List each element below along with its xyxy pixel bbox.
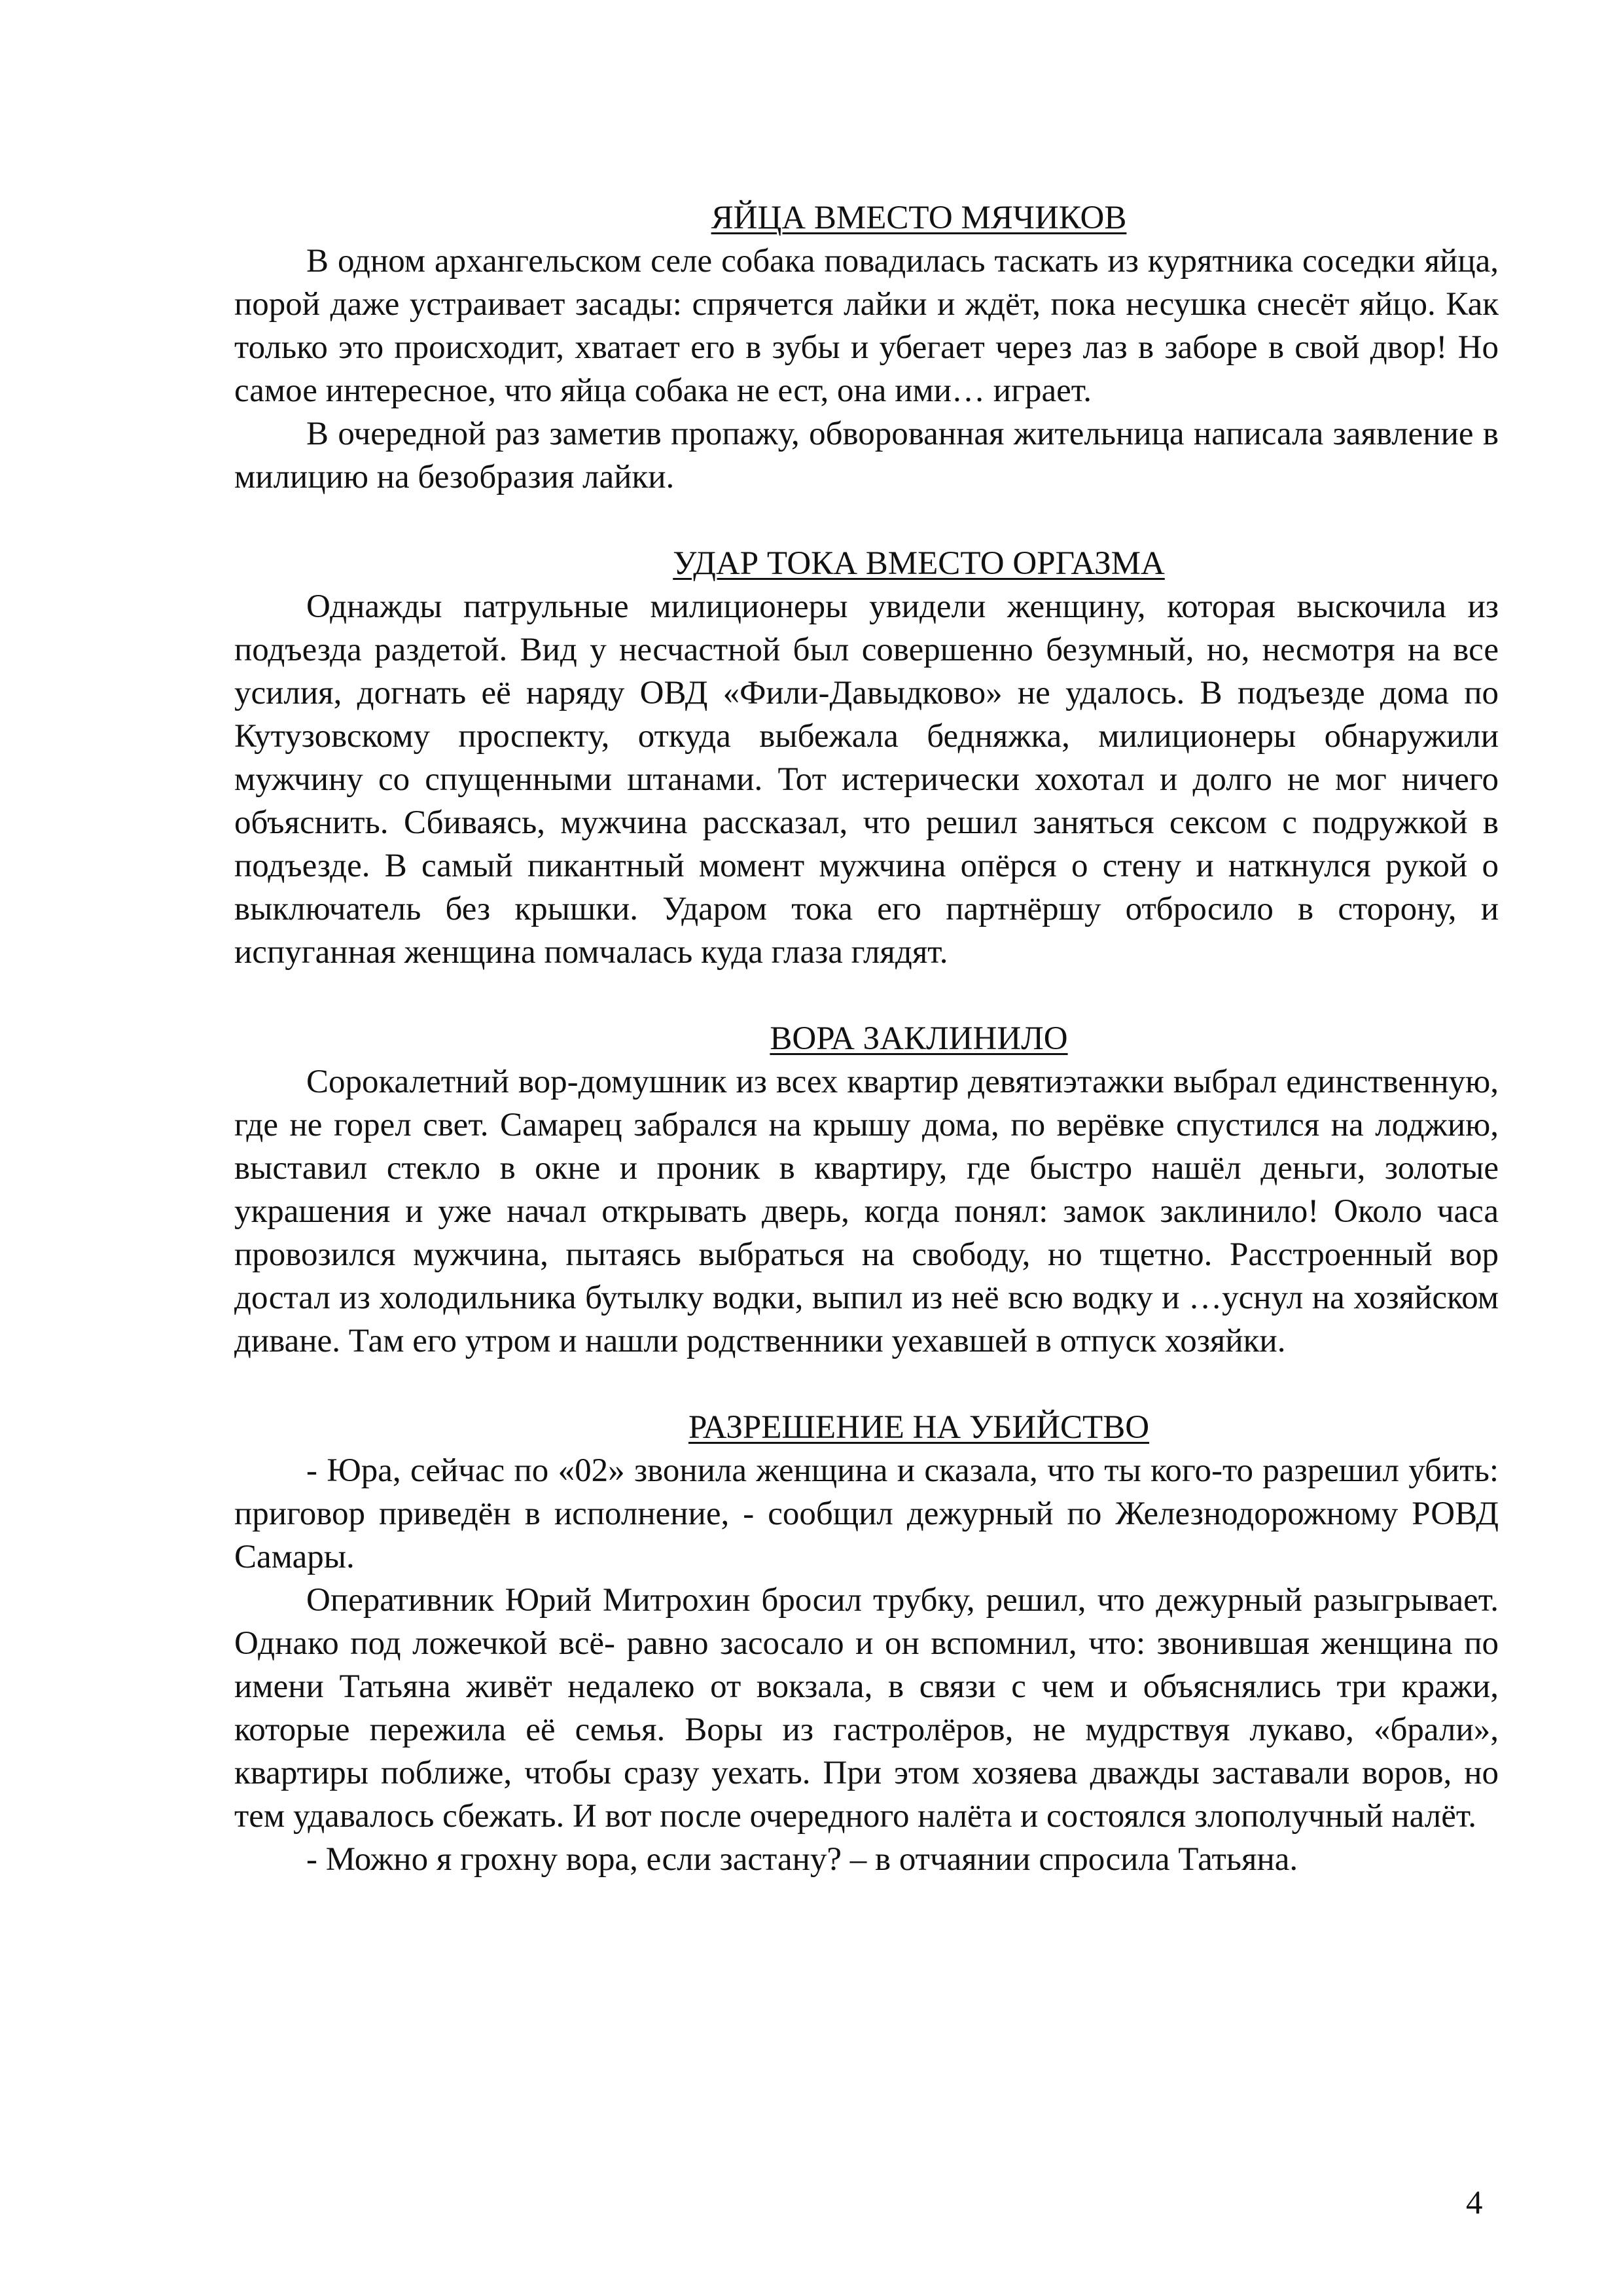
- paragraph: В очередной раз заметив пропажу, обворованная жительница написала заявление в милицию на безобразия лайки.: [234, 416, 1499, 495]
- section-eggs: [234, 196, 1499, 499]
- section-title: РАЗРЕШЕНИЕ НА УБИЙСТВО: [688, 1409, 1150, 1446]
- page-number: 4: [1466, 2185, 1483, 2221]
- page-content: [234, 196, 1499, 1924]
- section-permission: [234, 1406, 1499, 1881]
- section-title: ВОРА ЗАКЛИНИЛО: [770, 1020, 1068, 1057]
- section-electric-shock: [234, 542, 1499, 974]
- section-title: ЯЙЦА ВМЕСТО МЯЧИКОВ: [711, 200, 1127, 236]
- paragraph: - Юра, сейчас по «02» звонила женщина и сказала, что ты кого-то разрешил убить: приговор приведён в исполнение, - сообщил дежурный по Железнодорожному РОВД Самары.: [234, 1452, 1499, 1575]
- section-title: УДАР ТОКА ВМЕСТО ОРГАЗМА: [673, 545, 1165, 582]
- paragraph: Оперативник Юрий Митрохин бросил трубку, решил, что дежурный разыгрывает. Однако под ложечкой всё- равно засосало и он вспомнил, что: звонившая женщина по имени Татьяна живёт недалеко от вокзала, в связи с чем и объяснялись три кражи, которые пережила её семья. Воры из гастролёров, не мудрствуя лукаво, «брали», квартиры поближе, чтобы сразу уехать. При этом хозяева дважды заставали воров, но тем удавалось сбежать. И вот после очередного налёта и состоялся злополучный налёт.: [234, 1582, 1499, 1835]
- paragraph: Однажды патрульные милиционеры увидели женщину, которая выскочила из подъезда раздетой. Вид у несчастной был совершенно безумный, но, несмотря на все усилия, догнать её наряду ОВД «Фили-Давыдково» не удалось. В подъезде дома по Кутузовскому проспекту, откуда выбежала бедняжка, милиционеры обнаружили мужчину со спущенными штанами. Тот истерически хохотал и долго не мог ничего объяснить. Сбиваясь, мужчина рассказал, что решил заняться сексом с подружкой в подъезде. В самый пикантный момент мужчина опёрся о стену и наткнулся рукой о выключатель без крышки. Ударом тока его партнёршу отбросило в сторону, и испуганная женщина помчалась куда глаза глядят.: [234, 588, 1499, 971]
- paragraph: Сорокалетний вор-домушник из всех квартир девятиэтажки выбрал единственную, где не горел свет. Самарец забрался на крышу дома, по верёвке спустился на лоджию, выставил стекло в окне и проник в квартиру, где быстро нашёл деньги, золотые украшения и уже начал открывать дверь, когда понял: замок заклинило! Около часа провозился мужчина, пытаясь выбраться на свободу, но тщетно. Расстроенный вор достал из холодильника бутылку водки, выпил из неё всю водку и …уснул на хозяйском диване. Там его утром и нашли родственники уехавшей в отпуск хозяйки.: [234, 1064, 1499, 1359]
- paragraph: - Можно я грохну вора, если застану? – в отчаянии спросила Татьяна.: [306, 1841, 1298, 1878]
- paragraph: В одном архангельском селе собака повадилась таскать из курятника соседки яйца, порой даже устраивает засады: спрячется лайки и ждёт, пока несушка снесёт яйцо. Как только это происходит, хватает его в зубы и убегает через лаз в заборе в свой двор! Но самое интересное, что яйца собака не ест, она ими… играет.: [234, 243, 1499, 409]
- section-thief-stuck: [234, 1017, 1499, 1363]
